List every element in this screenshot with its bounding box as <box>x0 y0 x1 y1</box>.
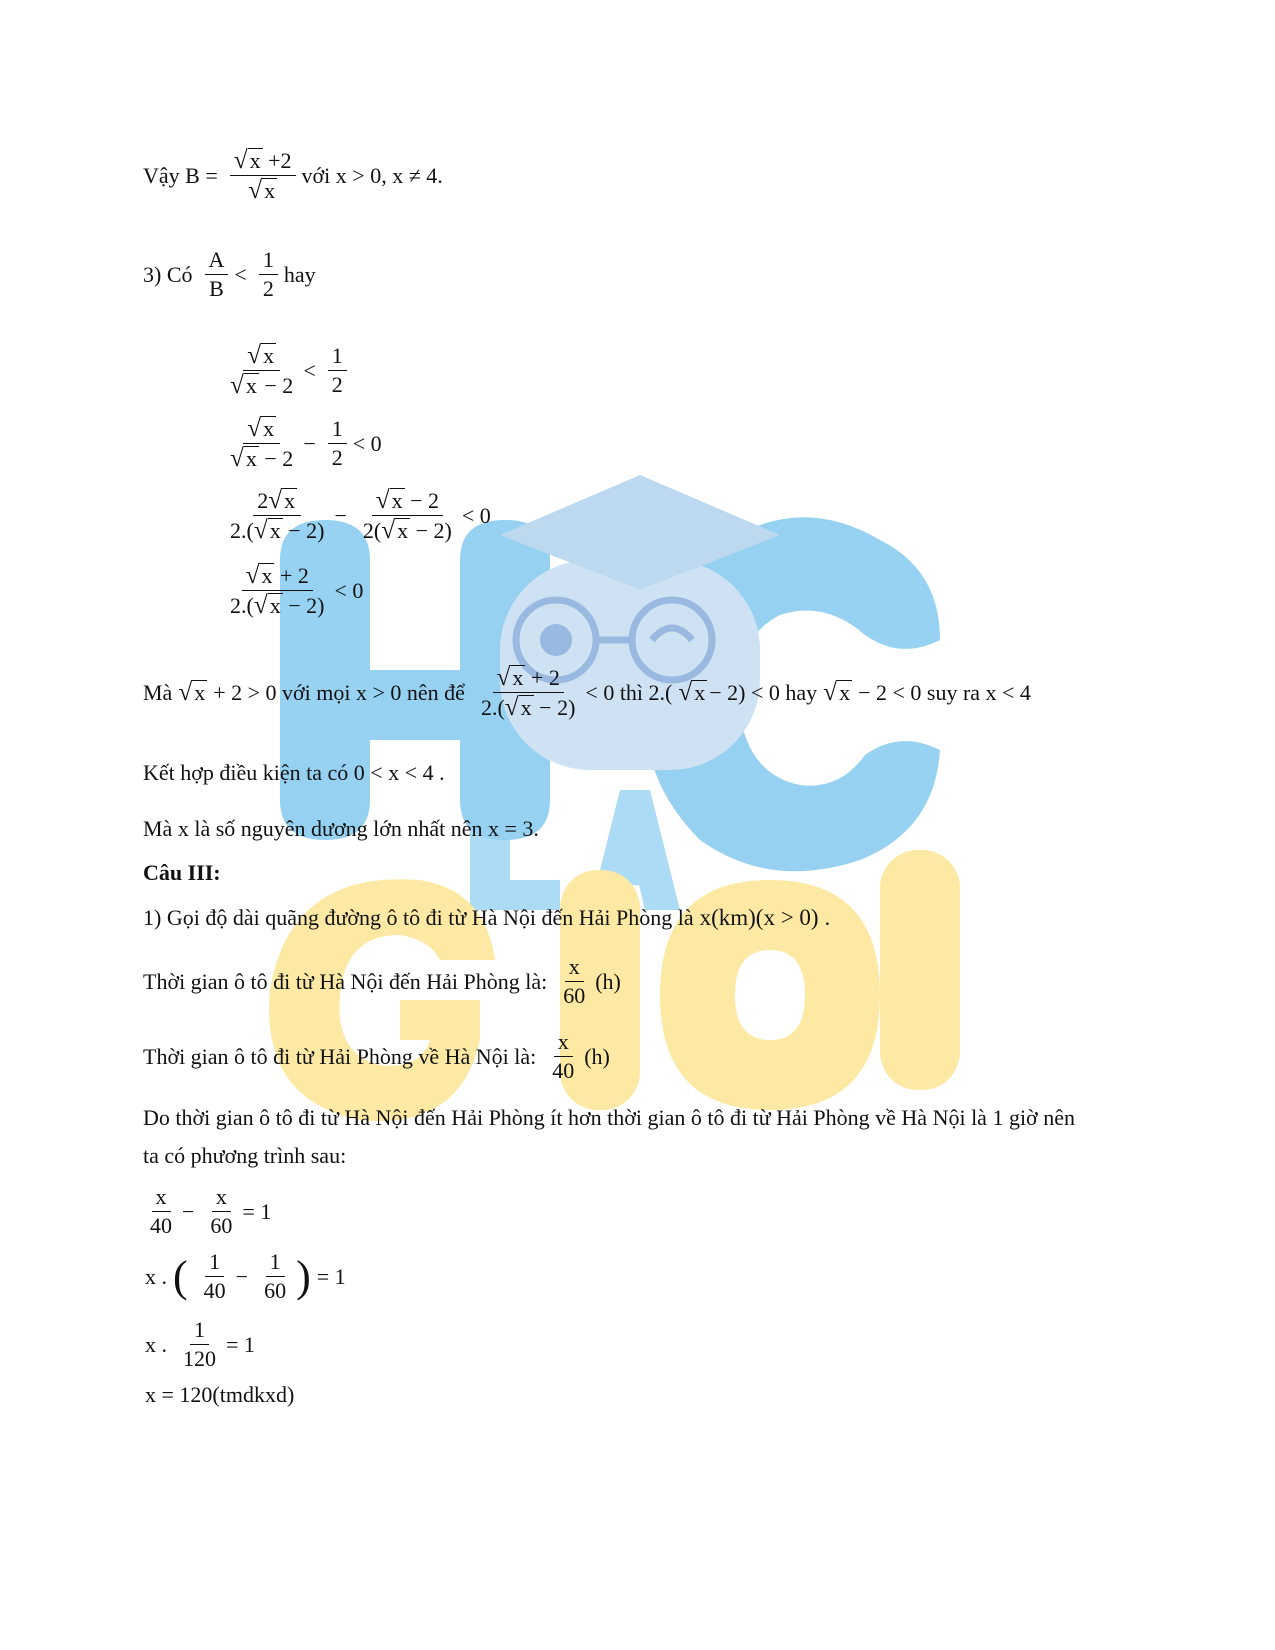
fraction: $\frac{1}{60}$ <box>264 1249 287 1304</box>
text: +2 <box>268 148 292 173</box>
watermark-letter-i2 <box>880 850 960 1090</box>
fraction: $\frac{x}{40}$ <box>150 1184 172 1239</box>
radical: √ x <box>178 678 206 707</box>
text: < <box>303 357 316 383</box>
equation-q3: x . $\frac{1}{120}$ = 1 <box>145 1317 255 1372</box>
line-time-hp-hn: Thời gian ô tô đi từ Hải Phòng về Hà Nội là: $\frac{x}{40}$ (h) <box>143 1029 610 1084</box>
fraction: $\frac{1}{2}$ <box>259 248 278 301</box>
line-problem-statement-b: ta có phương trình sau: <box>143 1143 347 1168</box>
text: < 0 <box>461 502 491 528</box>
fraction: √ x + 2 2.( √ x − 2) <box>230 561 325 620</box>
fraction: 2 √ x 2.( √ x − 2) <box>230 486 325 545</box>
radical: √ x <box>678 678 706 707</box>
equation-step-4 <box>220 563 369 619</box>
line-answer-x3: Mà x là số nguyên dương lớn nhất nên x = 3. <box>143 816 539 841</box>
line-reasoning <box>143 665 1037 721</box>
line-conclusion-b <box>143 148 449 204</box>
equation-q4: x = 120(tmdkxd) <box>145 1382 295 1407</box>
line-time-hn-hp: Thời gian ô tô đi từ Hà Nội đến Hải Phòng là: $\frac{x}{60}$ (h) <box>143 954 621 1009</box>
text: < 0 thì 2.( <box>585 679 673 705</box>
radicand: x <box>264 178 276 204</box>
fraction: $\frac{1}{2}$ <box>328 344 347 397</box>
fraction: $\frac{x}{60}$ <box>563 954 586 1009</box>
text: Vậy B = <box>143 162 218 188</box>
text: 3) Có <box>143 261 193 287</box>
line-problem-statement-a: Do thời gian ô tô đi từ Hà Nội đến Hải Phòng ít hơn thời gian ô tô đi từ Hải Phòng về Hà Nội là 1 giờ nên <box>143 1105 1075 1130</box>
fraction: √ x √ x − 2 <box>230 414 294 473</box>
text: hay <box>283 261 316 287</box>
text: Mà <box>143 679 173 705</box>
text: < <box>234 261 247 287</box>
equation-step-1 <box>220 343 353 399</box>
text: − 2 < 0 suy ra x < 4 <box>858 679 1031 705</box>
text: < 0 <box>352 430 382 456</box>
fraction: $\frac{A}{B}$ <box>205 248 229 301</box>
radicand: x <box>249 148 261 174</box>
radical: √ x <box>823 678 851 707</box>
line-combine-conditions: Kết hợp điều kiện ta có 0 < x < 4 . <box>143 760 445 785</box>
fraction: √ x − 2 2( √ x − 2) <box>362 486 452 545</box>
section-heading-cau-iii: Câu III: <box>143 860 221 885</box>
fraction: $\frac{1}{120}$ <box>183 1317 216 1372</box>
text: với x > 0, x ≠ 4. <box>301 162 443 188</box>
line-part-3 <box>143 248 322 301</box>
fraction: $\frac{x}{40}$ <box>552 1029 575 1084</box>
text: < 0 <box>334 577 364 603</box>
equation-q2: x . ( $\frac{1}{40}$ − $\frac{1}{60}$ ) = 1 <box>145 1249 346 1304</box>
equation-q1: $\frac{x}{40}$ − $\frac{x}{60}$ = 1 <box>140 1185 277 1238</box>
text: − <box>334 502 347 528</box>
equation-step-3 <box>220 488 497 544</box>
fraction: $\frac{x}{60}$ <box>210 1184 233 1239</box>
fraction: √ x √ x − 2 <box>230 341 294 400</box>
fraction: √ x + 2 2.( √ x − 2) <box>480 663 576 722</box>
fraction: √ x +2 √ x <box>230 148 296 204</box>
equation-step-2 <box>220 416 388 472</box>
fraction: $\frac{1}{2}$ <box>328 417 347 470</box>
line-define-distance: 1) Gọi độ dài quãng đường ô tô đi từ Hà Nội đến Hải Phòng là x(km)(x > 0) . <box>143 905 831 930</box>
text: − <box>303 430 316 456</box>
fraction: $\frac{1}{40}$ <box>203 1249 226 1304</box>
text: + 2 > 0 với mọi x > 0 nên để <box>213 679 465 705</box>
text: − 2) < 0 hay <box>709 679 818 705</box>
